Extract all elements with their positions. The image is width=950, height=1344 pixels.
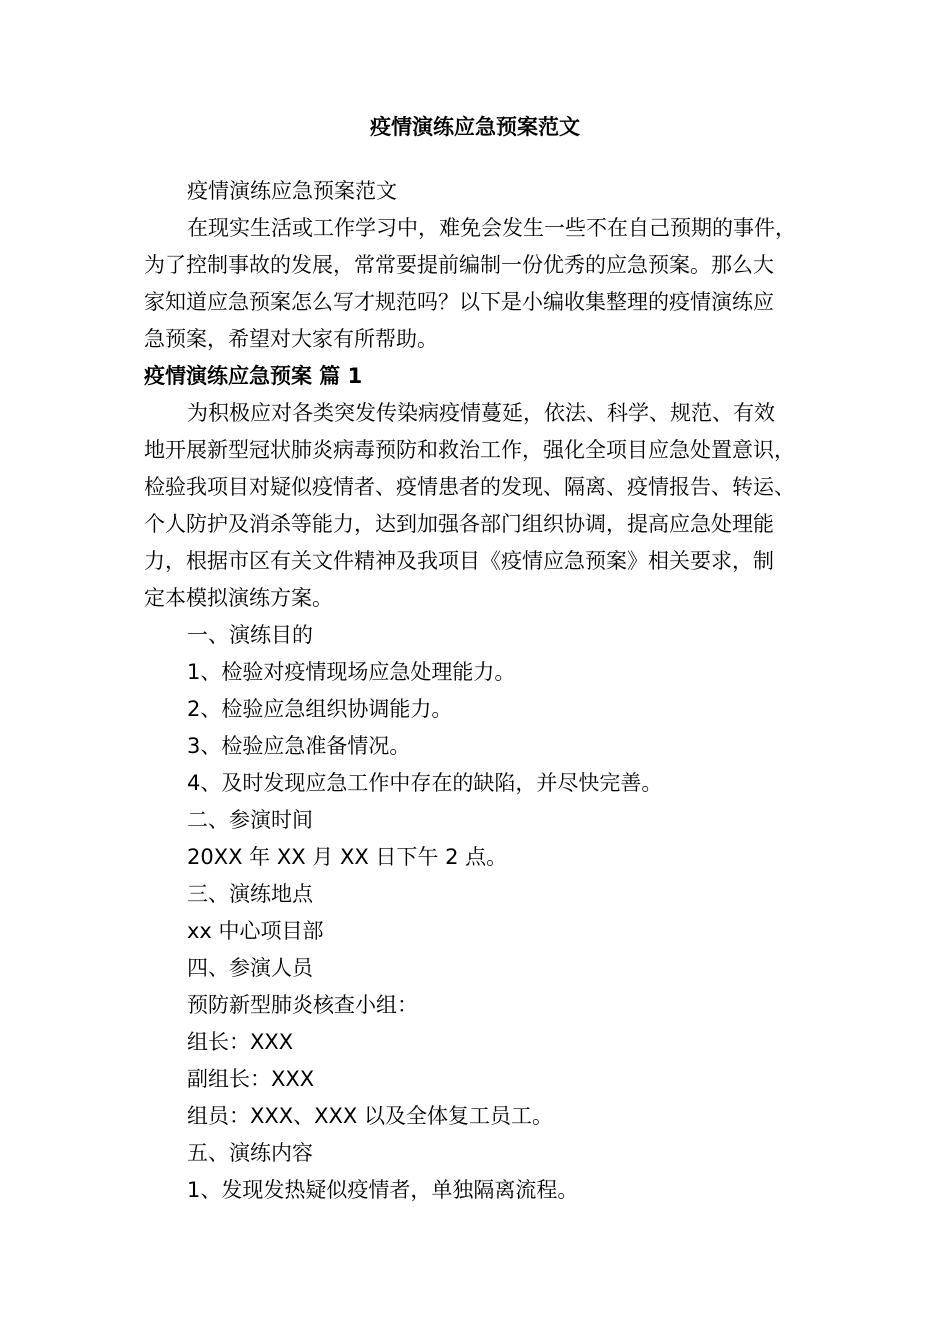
subheading-drill-content: 五、演练内容: [187, 1141, 313, 1165]
section-heading: 疫情演练应急预案 篇 1: [144, 364, 363, 388]
list-item: 4、及时发现应急工作中存在的缺陷，并尽快完善。: [187, 771, 663, 795]
list-item: 副组长：XXX: [187, 1067, 315, 1091]
document-title: 疫情演练应急预案范文: [370, 115, 580, 139]
intro-line: 在现实生活或工作学习中，难免会发生一些不在自己预期的事件，: [187, 216, 796, 240]
list-item: 20XX 年 XX 月 XX 日下午 2 点。: [187, 845, 508, 869]
list-item: 组员：XXX、XXX 以及全体复工员工。: [187, 1104, 553, 1128]
subheading-drill-purpose: 一、演练目的: [187, 623, 313, 647]
subheading-drill-location: 三、演练地点: [187, 882, 313, 906]
subheading-participants: 四、参演人员: [187, 956, 313, 980]
list-item: 组长：XXX: [187, 1030, 294, 1054]
section-paragraph-line: 力，根据市区有关文件精神及我项目《疫情应急预案》相关要求，制: [144, 549, 774, 573]
list-item: 2、检验应急组织协调能力。: [187, 697, 453, 721]
list-item: xx 中心项目部: [187, 919, 324, 943]
list-item: 预防新型肺炎核查小组：: [187, 993, 418, 1017]
section-paragraph-line: 地开展新型冠状肺炎病毒预防和救治工作，强化全项目应急处置意识，: [144, 438, 795, 462]
section-paragraph-line: 检验我项目对疑似疫情者、疫情患者的发现、隔离、疫情报告、转运、: [144, 475, 795, 499]
subheading-drill-time: 二、参演时间: [187, 808, 313, 832]
section-paragraph-line: 为积极应对各类突发传染病疫情蔓延，依法、科学、规范、有效: [187, 401, 775, 425]
document-subtitle: 疫情演练应急预案范文: [187, 179, 397, 203]
intro-line: 为了控制事故的发展，常常要提前编制一份优秀的应急预案。那么大: [144, 253, 774, 277]
list-item: 1、发现发热疑似疫情者，单独隔离流程。: [187, 1178, 579, 1202]
list-item: 1、检验对疫情现场应急处理能力。: [187, 660, 516, 684]
section-paragraph-line: 定本模拟演练方案。: [144, 586, 333, 610]
intro-line: 急预案，希望对大家有所帮助。: [144, 327, 438, 351]
intro-line: 家知道应急预案怎么写才规范吗？以下是小编收集整理的疫情演练应: [144, 290, 774, 314]
section-paragraph-line: 个人防护及消杀等能力，达到加强各部门组织协调，提高应急处理能: [144, 512, 774, 536]
list-item: 3、检验应急准备情况。: [187, 734, 411, 758]
